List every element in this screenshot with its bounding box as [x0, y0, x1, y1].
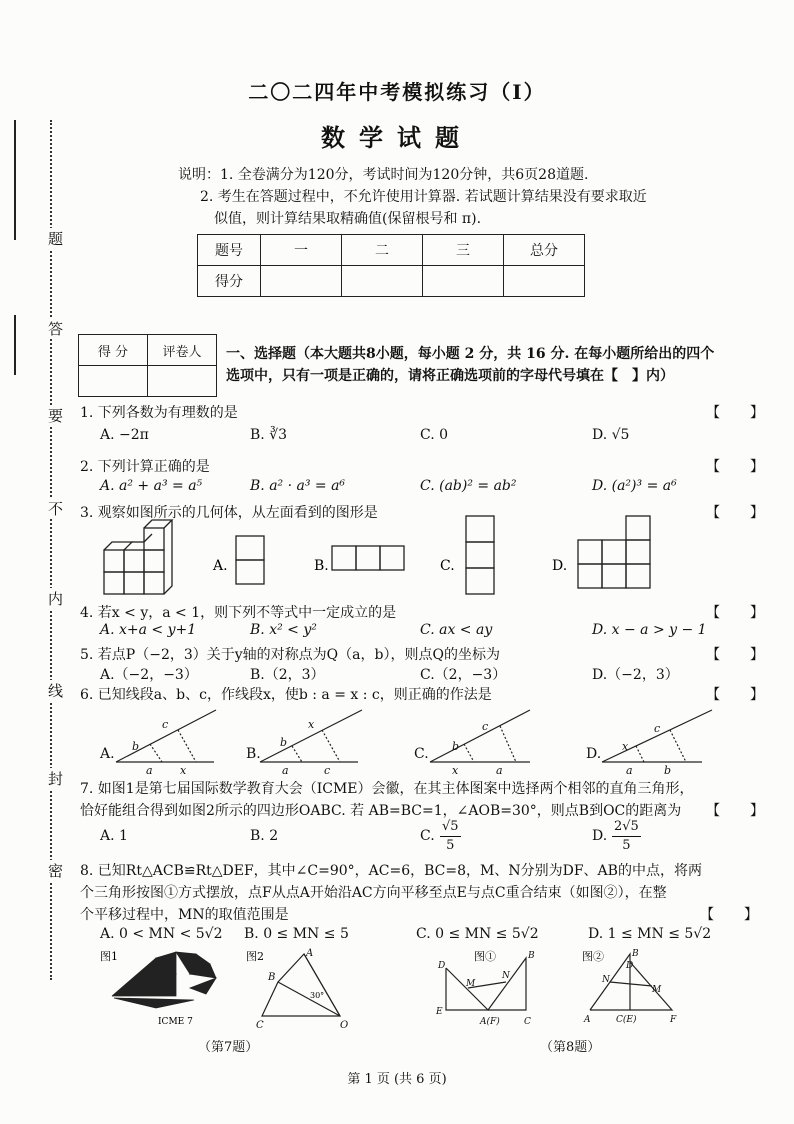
question-4-stem: 4. 若x < y，a < 1，则下列不等式中一定成立的是	[80, 605, 397, 621]
option[interactable]: A. a² + a³ = a⁵	[100, 478, 203, 494]
q3-option-b-figure	[332, 546, 404, 570]
svg-text:C: C	[524, 1017, 531, 1027]
question-7-stem: 7. 如图1是第七届国际数学教育大会（ICME）会徽，在其主体图案中选择两个相邻的直角三角形，	[80, 781, 694, 797]
svg-text:E: E	[436, 1007, 443, 1017]
q3-option-c-figure	[466, 516, 494, 594]
svg-text:x: x	[452, 764, 459, 776]
svg-text:A(F): A(F)	[480, 1017, 500, 1027]
svg-text:C: C	[256, 1020, 264, 1031]
answer-bracket[interactable]: 【 】	[706, 605, 772, 621]
sidebar-char: 题	[48, 230, 64, 248]
q6-figures	[96, 702, 736, 776]
option[interactable]: A.（−2，−3）	[100, 667, 198, 683]
page-footer: 第 1 页 (共 6 页)	[347, 1072, 447, 1087]
svg-text:c: c	[654, 722, 661, 735]
answer-bracket[interactable]: 【 】	[706, 647, 772, 663]
q3-option-d-label: D.	[552, 558, 568, 574]
score-cell[interactable]	[261, 266, 342, 297]
question-8-stem: 8. 已知Rt△ACB≌Rt△DEF，其中∠C=90°，AC=6，BC=8，M、N分别为DF、AB的中点，将两	[80, 863, 702, 879]
svg-text:D: D	[626, 961, 634, 971]
answer-bracket[interactable]: 【 】	[706, 459, 772, 475]
svg-text:M: M	[466, 979, 476, 989]
question-5-stem: 5. 若点P（−2，3）关于y轴的对称点为Q（a，b），则点Q的坐标为	[80, 647, 500, 663]
question-3-stem: 3. 观察如图所示的几何体，从左面看到的图形是	[80, 505, 378, 521]
fraction-d	[612, 818, 641, 855]
caption-q7: （第7题）	[198, 1040, 259, 1055]
answer-bracket[interactable]: 【 】	[700, 907, 766, 923]
sidebar-char: 要	[48, 407, 64, 425]
question-6-stem: 6. 已知线段a、b、c，作线段x，使b : a = x : c，则正确的作法是	[80, 687, 492, 703]
q3-solid-figure	[104, 520, 172, 594]
option[interactable]: B. a² · a³ = a⁶	[250, 478, 346, 494]
svg-text:x: x	[622, 740, 629, 753]
option[interactable]: C. 0	[420, 427, 449, 443]
sidebar-solid-line-2	[14, 315, 16, 375]
sidebar-char: 内	[48, 590, 64, 608]
svg-text:c: c	[162, 718, 169, 731]
question-1-stem: 1. 下列各数为有理数的是	[80, 405, 238, 421]
grader-score-label: 得 分	[79, 335, 148, 366]
q6-option-c-label: C.	[414, 746, 429, 762]
grader-table	[78, 334, 217, 397]
score-header-cell: 三	[423, 235, 504, 266]
sidebar-char: 不	[48, 500, 64, 518]
fraction-denominator: 5	[446, 838, 455, 853]
exam-title: 二〇二四年中考模拟练习（Ⅰ）	[248, 80, 546, 104]
score-row-label: 得分	[198, 266, 261, 297]
fraction-c	[440, 818, 461, 855]
option[interactable]: B. 0 ≤ MN ≤ 5	[244, 926, 349, 942]
svg-text:F: F	[670, 1015, 677, 1025]
grader-name-label: 评卷人	[148, 335, 217, 366]
option[interactable]: B. 2	[250, 828, 279, 844]
option[interactable]: D. x − a > y − 1	[592, 622, 707, 638]
q3-option-a-figure	[236, 536, 264, 584]
sidebar-dotted-line	[50, 120, 52, 980]
svg-text:A: A	[306, 948, 314, 959]
answer-bracket[interactable]: 【 】	[706, 687, 772, 703]
svg-text:x: x	[308, 718, 315, 731]
fig-circle1-label: 图①	[474, 950, 496, 963]
answer-bracket[interactable]: 【 】	[706, 803, 772, 819]
question-7-stem: 恰好能组合得到如图2所示的四边形OABC. 若 AB=BC=1，∠AOB=30°，则点B到OC的距离为	[80, 803, 682, 819]
option[interactable]: A. 1	[100, 828, 128, 844]
svg-text:M: M	[652, 985, 662, 995]
svg-text:N: N	[602, 975, 610, 985]
option[interactable]: D.（−2，3）	[592, 667, 679, 683]
q7-q8-figures	[96, 948, 716, 1034]
fraction-numerator: 2√5	[612, 818, 641, 837]
svg-text:B: B	[268, 972, 276, 983]
svg-text:C(E): C(E)	[616, 1015, 637, 1025]
fig1-label: 图1	[100, 950, 118, 963]
option[interactable]: B. ∛3	[250, 427, 288, 443]
score-cell[interactable]	[423, 266, 504, 297]
icme-label: ICME 7	[158, 1017, 193, 1027]
option[interactable]: B. x² < y²	[250, 622, 317, 638]
q3-figures	[96, 514, 736, 606]
score-header-cell: 一	[261, 235, 342, 266]
sidebar-char: 答	[48, 320, 64, 338]
svg-text:b: b	[280, 736, 288, 749]
subject-title: 数学试题	[321, 123, 473, 152]
svg-text:O: O	[340, 1020, 349, 1031]
fraction-denominator: 5	[622, 838, 631, 853]
fig-circle2-label: 图②	[582, 950, 604, 963]
svg-text:A: A	[584, 1015, 591, 1025]
option[interactable]: D. 1 ≤ MN ≤ 5√2	[588, 926, 712, 942]
option[interactable]: A. x+a < y+1	[100, 622, 197, 638]
svg-text:b: b	[452, 740, 460, 753]
option[interactable]: D.	[592, 828, 608, 844]
option[interactable]: C. 0 ≤ MN ≤ 5√2	[416, 926, 539, 942]
svg-text:c: c	[482, 720, 489, 733]
grader-score-cell[interactable]	[79, 366, 148, 397]
score-cell[interactable]	[504, 266, 585, 297]
q3-option-a-label: A.	[213, 558, 228, 574]
grader-name-cell[interactable]	[148, 366, 217, 397]
svg-text:a: a	[626, 764, 633, 776]
svg-text:b: b	[664, 764, 672, 776]
instruction-line-3: 似值，则计算结果取精确值(保留根号和 π).	[214, 211, 482, 227]
q6-option-a-label: A.	[100, 746, 115, 762]
icme-logo-figure	[112, 952, 216, 1008]
instruction-line-1: 说明：1. 全卷满分为120分，考试时间为120分钟，共6页28道题.	[178, 167, 589, 183]
svg-text:b: b	[132, 740, 140, 753]
answer-bracket[interactable]: 【 】	[706, 405, 772, 421]
option[interactable]: A. −2π	[100, 427, 149, 443]
svg-text:B: B	[632, 949, 639, 959]
sidebar-char: 线	[48, 682, 64, 700]
fraction-numerator: √5	[440, 818, 461, 837]
score-header-cell: 总分	[504, 235, 585, 266]
q3-option-d-figure	[578, 516, 650, 588]
question-8-stem: 个平移过程中，MN的取值范围是	[80, 907, 289, 923]
caption-q8: （第8题）	[540, 1040, 601, 1055]
svg-text:a: a	[496, 764, 503, 776]
q6-option-b-label: B.	[246, 746, 261, 762]
sidebar-char: 密	[48, 862, 64, 880]
sidebar-char: 封	[48, 770, 64, 788]
option[interactable]: C. (ab)² = ab²	[420, 478, 517, 494]
q6-option-d-label: D.	[586, 746, 602, 762]
section-intro-line: 选项中，只有一项是正确的，请将正确选项前的字母代号填在【 】内）	[226, 368, 674, 384]
q3-option-b-label: B.	[314, 558, 329, 574]
score-table	[197, 234, 585, 297]
fig2-label: 图2	[246, 950, 264, 963]
score-cell[interactable]	[342, 266, 423, 297]
svg-text:D: D	[438, 961, 446, 971]
section-intro-line: 一、选择题（本大题共8小题，每小题 2 分，共 16 分. 在每小题所给出的四个	[226, 346, 715, 362]
svg-text:N: N	[502, 971, 510, 981]
svg-text:a: a	[282, 764, 289, 776]
score-header-cell: 二	[342, 235, 423, 266]
answer-bracket[interactable]: 【 】	[706, 505, 772, 521]
section-intro	[226, 343, 756, 387]
svg-text:c: c	[324, 764, 331, 776]
instruction-line-2: 2. 考生在答题过程中，不允许使用计算器. 若试题计算结果没有要求取近	[200, 189, 647, 205]
question-2-stem: 2. 下列计算正确的是	[80, 459, 210, 475]
option[interactable]: D. √5	[592, 427, 630, 443]
svg-text:B: B	[528, 951, 535, 961]
score-header-cell: 题号	[198, 235, 261, 266]
angle-30-label: 30°	[310, 991, 325, 1000]
option[interactable]: C. ax < ay	[420, 622, 493, 638]
svg-text:a: a	[146, 764, 153, 776]
option[interactable]: C.	[420, 828, 435, 844]
binding-sidebar	[12, 120, 62, 990]
option[interactable]: C.（2，−3）	[420, 667, 507, 683]
q3-option-c-label: C.	[440, 558, 455, 574]
option[interactable]: B.（2，3）	[250, 667, 325, 683]
option[interactable]: A. 0 < MN < 5√2	[100, 926, 223, 942]
svg-text:x: x	[180, 764, 187, 776]
option[interactable]: D. (a²)³ = a⁶	[592, 478, 677, 494]
question-8-stem: 个三角形按图①方式摆放，点F从点A开始沿AC方向平移至点E与点C重合结束（如图②），在整	[80, 885, 667, 901]
